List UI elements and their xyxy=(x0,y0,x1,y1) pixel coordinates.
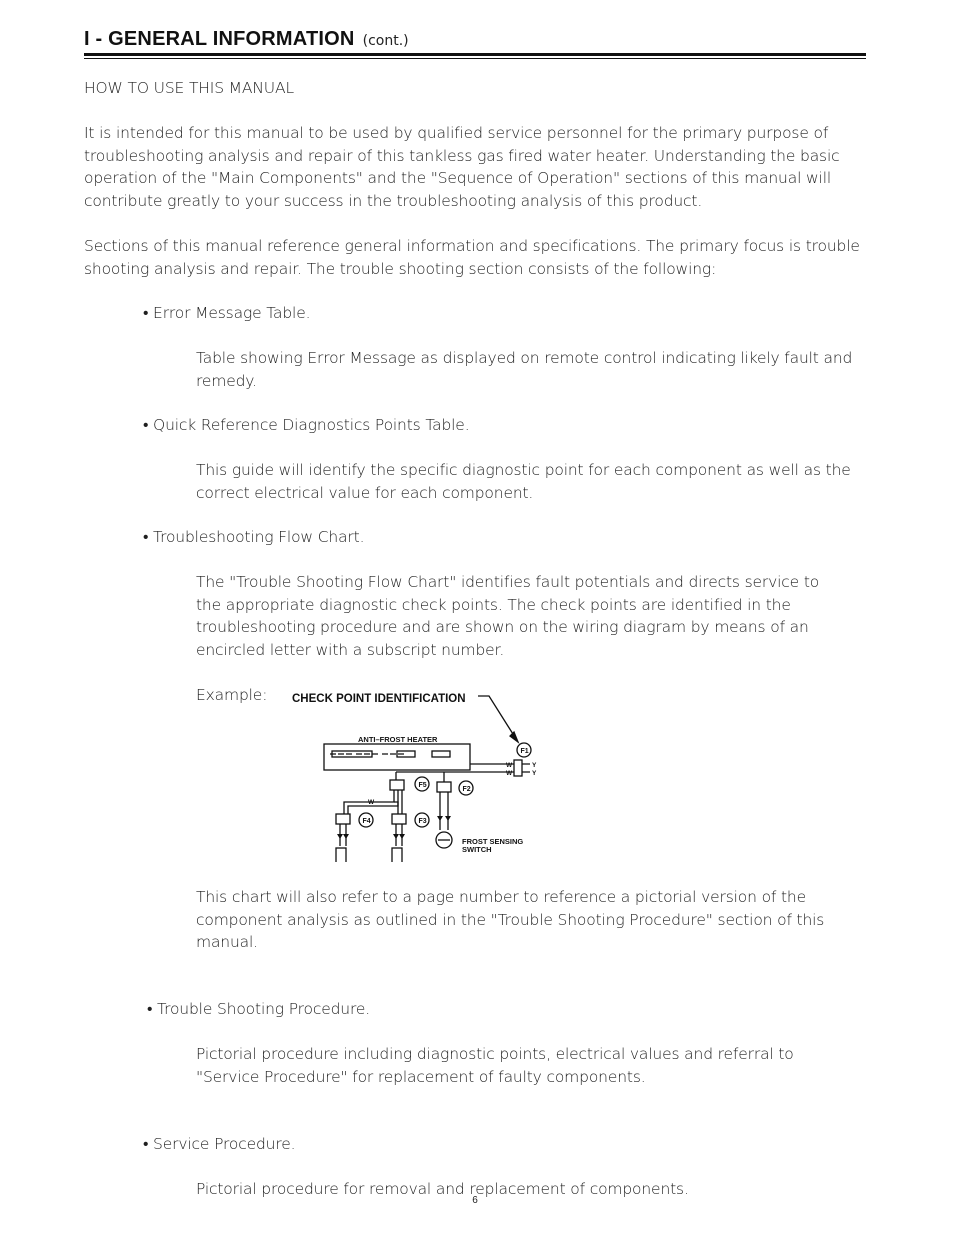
wire-w-label-2: W xyxy=(506,770,513,777)
switch-label-line-1: FROST SENSING xyxy=(462,837,524,846)
quick-ref-description xyxy=(196,459,866,504)
header-rule-thin xyxy=(84,58,866,59)
bullet-trouble-shooting-procedure: • Trouble Shooting Procedure. xyxy=(147,1000,371,1018)
flow-chart-desc-line-4: encircled letter with a subscript number. xyxy=(196,640,505,659)
connector-f5 xyxy=(390,780,404,790)
flow-chart-after-line-3: manual. xyxy=(196,933,258,952)
bullet-troubleshooting-flow-chart: • Troubleshooting Flow Chart. xyxy=(143,528,365,546)
flow-chart-desc-line-1: The "Trouble Shooting Flow Chart" identifies fault potentials and directs service to xyxy=(196,573,820,591)
page-header xyxy=(84,28,866,51)
header-cont: (cont.) xyxy=(362,33,409,49)
switch-label-line-2: SWITCH xyxy=(462,845,492,854)
heater-coil-c xyxy=(432,751,450,757)
intro-paragraph-2 xyxy=(84,235,874,280)
wire-w-label-1: W xyxy=(506,762,513,769)
section-title: HOW TO USE THIS MANUAL xyxy=(84,79,294,97)
heater-label: ANTI–FROST HEATER xyxy=(358,735,438,744)
procedure-description xyxy=(196,1043,866,1088)
intro-paragraph-1 xyxy=(84,122,874,212)
leader-arrowhead xyxy=(510,732,518,742)
coil-mid xyxy=(392,848,402,862)
example-label: Example: xyxy=(196,686,268,704)
error-table-desc-line-1: Table showing Error Message as displayed on remote control indicating likely fault and xyxy=(196,349,853,367)
f5-label: F5 xyxy=(418,782,427,789)
flow-chart-after-line-1: This chart will also refer to a page number to reference a pictorial version of the xyxy=(196,888,806,906)
wire-w-label-3: W xyxy=(368,799,375,806)
diagram-title: CHECK POINT IDENTIFICATION xyxy=(292,693,466,705)
connector-f2 xyxy=(437,782,451,792)
wire-y-label-2: Y xyxy=(532,770,537,777)
intro-p2-line-1: Sections of this manual reference general information and specifications. The primary focus is trouble xyxy=(84,237,860,255)
flow-chart-after-line-2: component analysis as outlined in the "Trouble Shooting Procedure" section of this xyxy=(196,910,825,929)
service-desc-line-1: Pictorial procedure for removal and replacement of components. xyxy=(196,1180,689,1198)
f1-label: F1 xyxy=(520,748,529,755)
connector-f3 xyxy=(392,814,406,824)
f2-label: F2 xyxy=(462,786,471,793)
bullet-quick-reference: • Quick Reference Diagnostics Points Table. xyxy=(143,416,470,434)
flow-chart-after-text xyxy=(196,886,866,954)
coil-left xyxy=(336,848,346,862)
arrow-mid-2 xyxy=(399,834,405,839)
procedure-desc-line-1: Pictorial procedure including diagnostic points, electrical values and referral to xyxy=(196,1045,794,1063)
connector-f4 xyxy=(336,814,350,824)
error-table-desc-line-2: remedy. xyxy=(196,371,257,390)
intro-p1-line-2: troubleshooting analysis and repair of this tankless gas fired water heater. Understanding the basic xyxy=(84,146,840,165)
flow-chart-description xyxy=(196,571,866,661)
procedure-desc-line-2: "Service Procedure" for replacement of faulty components. xyxy=(196,1067,646,1086)
quick-ref-desc-line-2: correct electrical value for each component. xyxy=(196,483,534,502)
quick-ref-desc-line-1: This guide will identify the specific diagnostic point for each component as well as the xyxy=(196,461,851,479)
arrow-mid-1 xyxy=(393,834,399,839)
f4-label: F4 xyxy=(362,818,371,825)
flow-chart-desc-line-3: troubleshooting procedure and are shown on the wiring diagram by means of an xyxy=(196,618,809,637)
intro-p1-line-3: operation of the "Main Components" and the "Sequence of Operation" sections of this manual will xyxy=(84,169,832,188)
bullet-service-procedure: • Service Procedure. xyxy=(143,1135,296,1153)
page-number: 6 xyxy=(472,1195,478,1206)
bullet-error-message-table: • Error Message Table. xyxy=(143,304,311,322)
check-point-diagram xyxy=(286,684,556,862)
arrow-left-2 xyxy=(343,834,349,839)
f3-label: F3 xyxy=(418,818,427,825)
arrow-switch-1 xyxy=(437,816,443,821)
switch-wires xyxy=(440,792,448,830)
wire-y-label-1: Y xyxy=(532,762,537,769)
header-rule-thick xyxy=(84,53,866,56)
header-title: I - GENERAL INFORMATION xyxy=(84,28,355,50)
flow-chart-desc-line-2: the appropriate diagnostic check points. The check points are identified in the xyxy=(196,595,791,614)
arrow-left-1 xyxy=(337,834,343,839)
arrow-switch-2 xyxy=(445,816,451,821)
error-table-description xyxy=(196,347,866,392)
intro-p1-line-4: contribute greatly to your success in the troubleshooting analysis of this product. xyxy=(84,191,703,210)
intro-p1-line-1: It is intended for this manual to be used by qualified service personnel for the primary purpose of xyxy=(84,124,829,142)
intro-p2-line-2: shooting analysis and repair. The trouble shooting section consists of the following: xyxy=(84,259,717,278)
connector-block xyxy=(514,760,522,776)
